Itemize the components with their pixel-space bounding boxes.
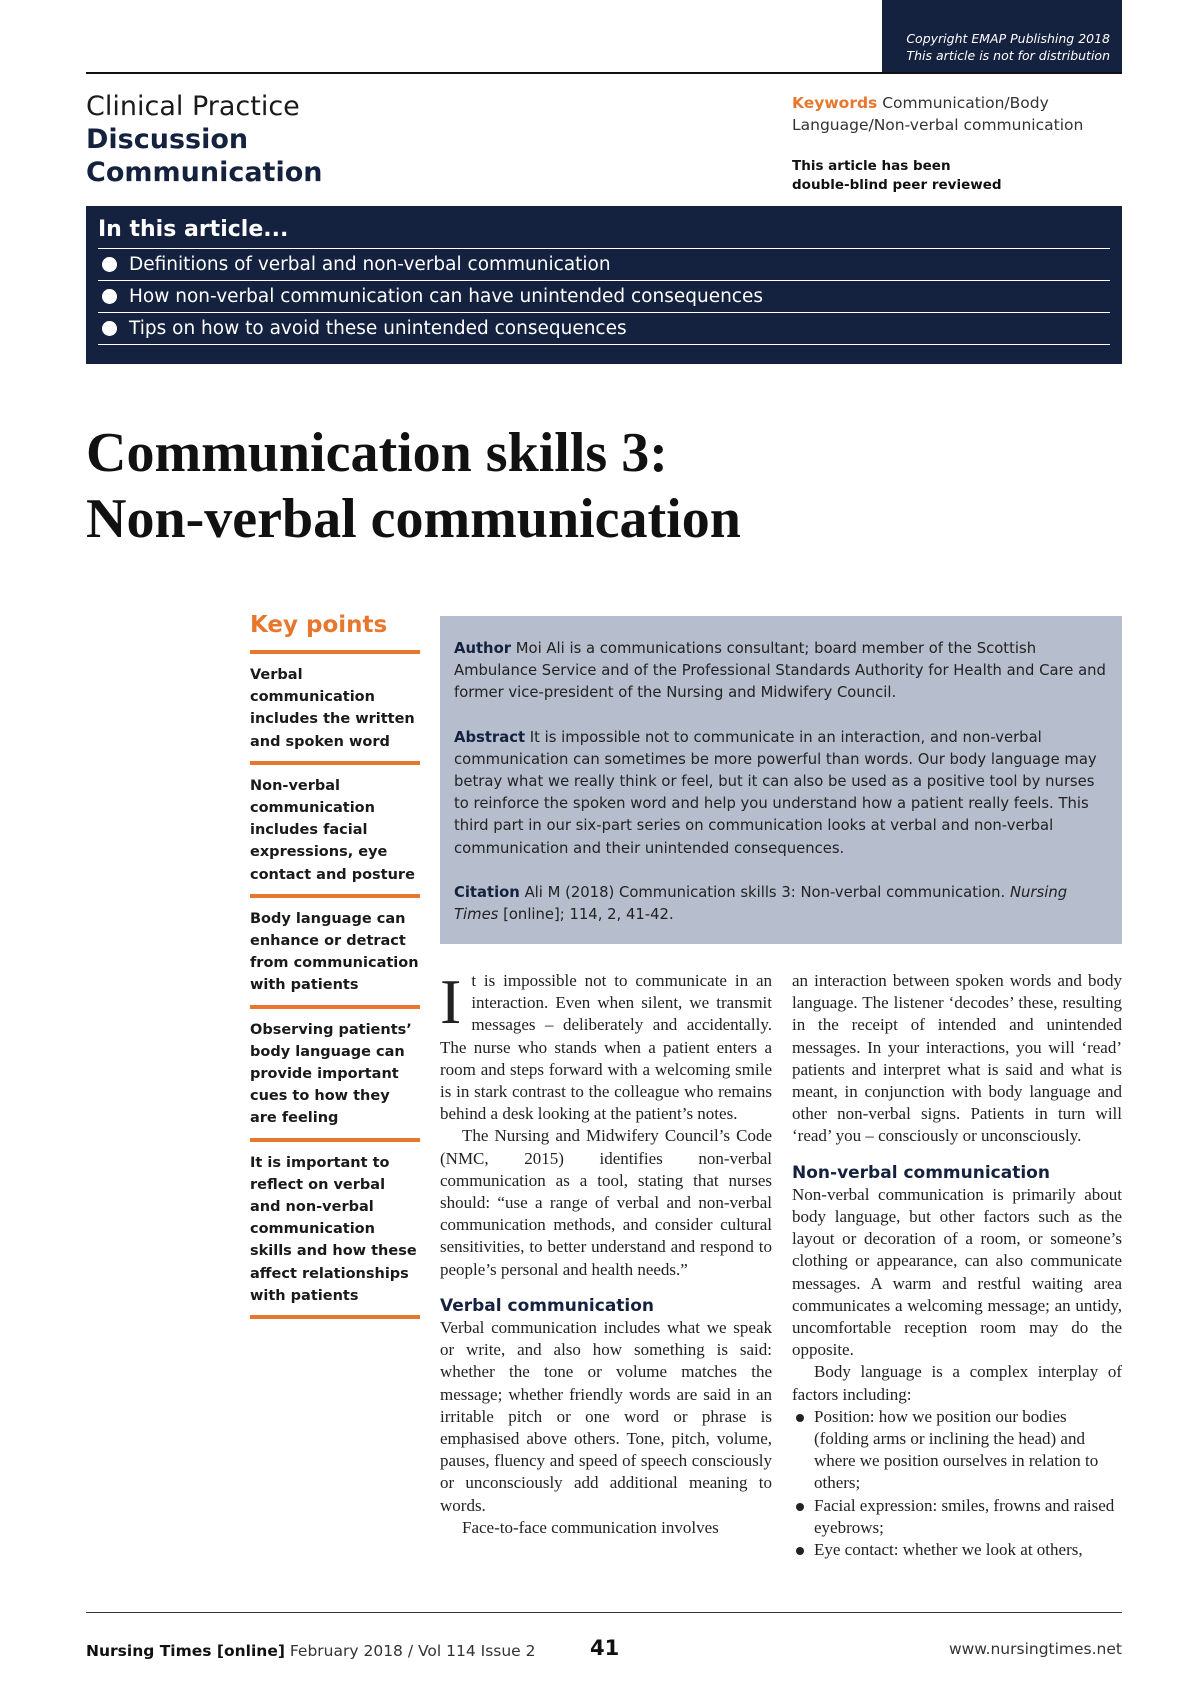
body-column-2 <box>792 970 1122 1561</box>
article-title <box>86 420 1122 552</box>
body-paragraph <box>440 966 772 1125</box>
section-topic: Communication <box>86 157 323 188</box>
subheading-verbal: Verbal communication <box>440 1295 655 1316</box>
page-number: 41 <box>590 1636 620 1660</box>
in-article-item <box>98 281 1110 313</box>
article-title-line-1: Communication skills 3: <box>86 422 668 484</box>
citation-journal: Nursing Times <box>454 883 1068 924</box>
article-title-line-2: Non-verbal communication <box>86 488 741 550</box>
drop-cap: I <box>440 966 462 1037</box>
section-type: Discussion <box>86 124 249 155</box>
footer-journal-info <box>86 1640 536 1662</box>
footer-journal: Nursing Times [online] <box>86 1642 285 1660</box>
citation-tail: [online]; 114, 2, 41-42. <box>503 906 674 924</box>
bullet-icon <box>102 257 117 272</box>
body-paragraph: Body language is a complex interplay of factors including: <box>792 1362 1122 1404</box>
body-paragraph: Verbal communication includes what we speak or write, and also how something is said: whether the tone or volume matches the message; whether friendly words are said in an irritable pitch or one word or phrase is emphasised above others. Tone, pitch, volume, pauses, fluency and speed of speech consciously or unconsciously add additional meaning to words. <box>440 1318 772 1515</box>
author-paragraph <box>454 638 1108 705</box>
author-abstract-box <box>440 616 1122 944</box>
copyright-line-1: Copyright EMAP Publishing 2018 <box>906 31 1110 46</box>
list-item: Eye contact: whether we look at others, <box>814 1539 1122 1561</box>
abstract-label: Abstract <box>454 728 526 746</box>
body-paragraph-text: t is impossible not to communicate in an interaction. Even when silent, we transmit messages – deliberately and accidentally. The nurse who stands when a patient enters a room and steps forward with a welcoming smile is in stark contrast to the colleague who remains behind a desk looking at the patient’s notes. <box>440 971 772 1124</box>
citation-text: Ali M (2018) Communication skills 3: Non-verbal communication. <box>524 883 1006 901</box>
footer-url[interactable]: www.nursingtimes.net <box>948 1640 1122 1658</box>
key-point: Non-verbal communication includes facial expressions, eye contact and posture <box>250 765 420 898</box>
copyright-notice <box>882 0 1122 72</box>
in-article-item-text: Definitions of verbal and non-verbal communication <box>129 254 611 275</box>
copyright-line-2: This article is not for distribution <box>906 48 1110 63</box>
section-label <box>86 90 323 189</box>
key-point: Observing patients’ body language can provide important cues to how they are feeling <box>250 1009 420 1142</box>
peer-review-line-2: double-blind peer reviewed <box>792 177 1002 193</box>
in-article-item-text: Tips on how to avoid these unintended consequences <box>129 318 627 339</box>
list-item: Facial expression: smiles, frowns and raised eyebrows; <box>814 1495 1122 1539</box>
in-this-article-heading: In this article... <box>98 216 1110 249</box>
section-category: Clinical Practice <box>86 91 300 122</box>
peer-review-line-1: This article has been <box>792 158 951 174</box>
bottom-divider <box>86 1612 1122 1613</box>
subheading-nonverbal: Non-verbal communication <box>792 1162 1050 1183</box>
citation-paragraph <box>454 882 1108 926</box>
keywords <box>792 92 1122 136</box>
key-point: It is important to reflect on verbal and non-verbal communication skills and how these affect relationships with patients <box>250 1142 420 1319</box>
key-point: Body language can enhance or detract from communication with patients <box>250 898 420 1009</box>
in-article-item <box>98 313 1110 345</box>
key-points-heading: Key points <box>250 610 420 654</box>
body-paragraph: an interaction between spoken words and body language. The listener ‘decodes’ these, resulting in the receipt of intended and unintended messages. In your interactions, you will ‘read’ patients and interpret what is said and what is meant, in conjunction with body language and other non-verbal signs. Patients in turn will ‘read’ you – consciously or unconsciously. <box>792 971 1122 1146</box>
in-article-item-text: How non-verbal communication can have unintended consequences <box>129 286 763 307</box>
body-column-1 <box>440 966 772 1539</box>
footer-issue: February 2018 / Vol 114 Issue 2 <box>289 1642 536 1660</box>
list-item: Position: how we position our bodies (folding arms or inclining the head) and where we position ourselves in relation to others; <box>814 1406 1122 1495</box>
keywords-text: Communication/Body Language/Non-verbal communication <box>792 94 1084 134</box>
author-label: Author <box>454 640 512 657</box>
abstract-paragraph <box>454 727 1108 860</box>
top-divider <box>86 72 1122 74</box>
abstract-text: It is impossible not to communicate in an interaction, and non-verbal communication can sometimes be more powerful than words. Our body language may betray what we really think or feel, but it can also be used as a positive tool by nurses to reinforce the spoken word and help you understand how a patient really feels. This third part in our six-part series on communication looks at verbal and non-verbal communication and their unintended consequences. <box>454 728 1097 857</box>
factors-list <box>792 1406 1122 1561</box>
author-text: Moi Ali is a communications consultant; board member of the Scottish Ambulance Service and of the Professional Standards Authority for Health and Care and former vice-president of the Nursing and Midwifery Council. <box>454 640 1106 702</box>
body-paragraph: Non-verbal communication is primarily about body language, but other factors such as the layout or decoration of a room, or someone’s clothing or appearance, can also communicate messages. A warm and restful waiting area communicates a welcoming message; an untidy, uncomfortable reception room may do the opposite. <box>792 1184 1122 1360</box>
peer-review-note <box>792 157 1122 195</box>
key-points-sidebar <box>250 610 420 1319</box>
in-article-item <box>98 249 1110 281</box>
citation-label: Citation <box>454 883 520 901</box>
bullet-icon <box>102 321 117 336</box>
keywords-label: Keywords <box>792 94 878 112</box>
bullet-icon <box>102 289 117 304</box>
in-this-article-box <box>86 206 1122 364</box>
body-paragraph: The Nursing and Midwifery Council’s Code (NMC, 2015) identifies non-verbal communication as a tool, stating that nurses should: “use a range of verbal and non-verbal communication methods, and consider cultural sensitivities, to better understand and respond to people’s personal and health needs.” <box>440 1126 772 1279</box>
body-paragraph: Face-to-face communication involves <box>462 1517 719 1537</box>
key-point: Verbal communication includes the written and spoken word <box>250 654 420 765</box>
